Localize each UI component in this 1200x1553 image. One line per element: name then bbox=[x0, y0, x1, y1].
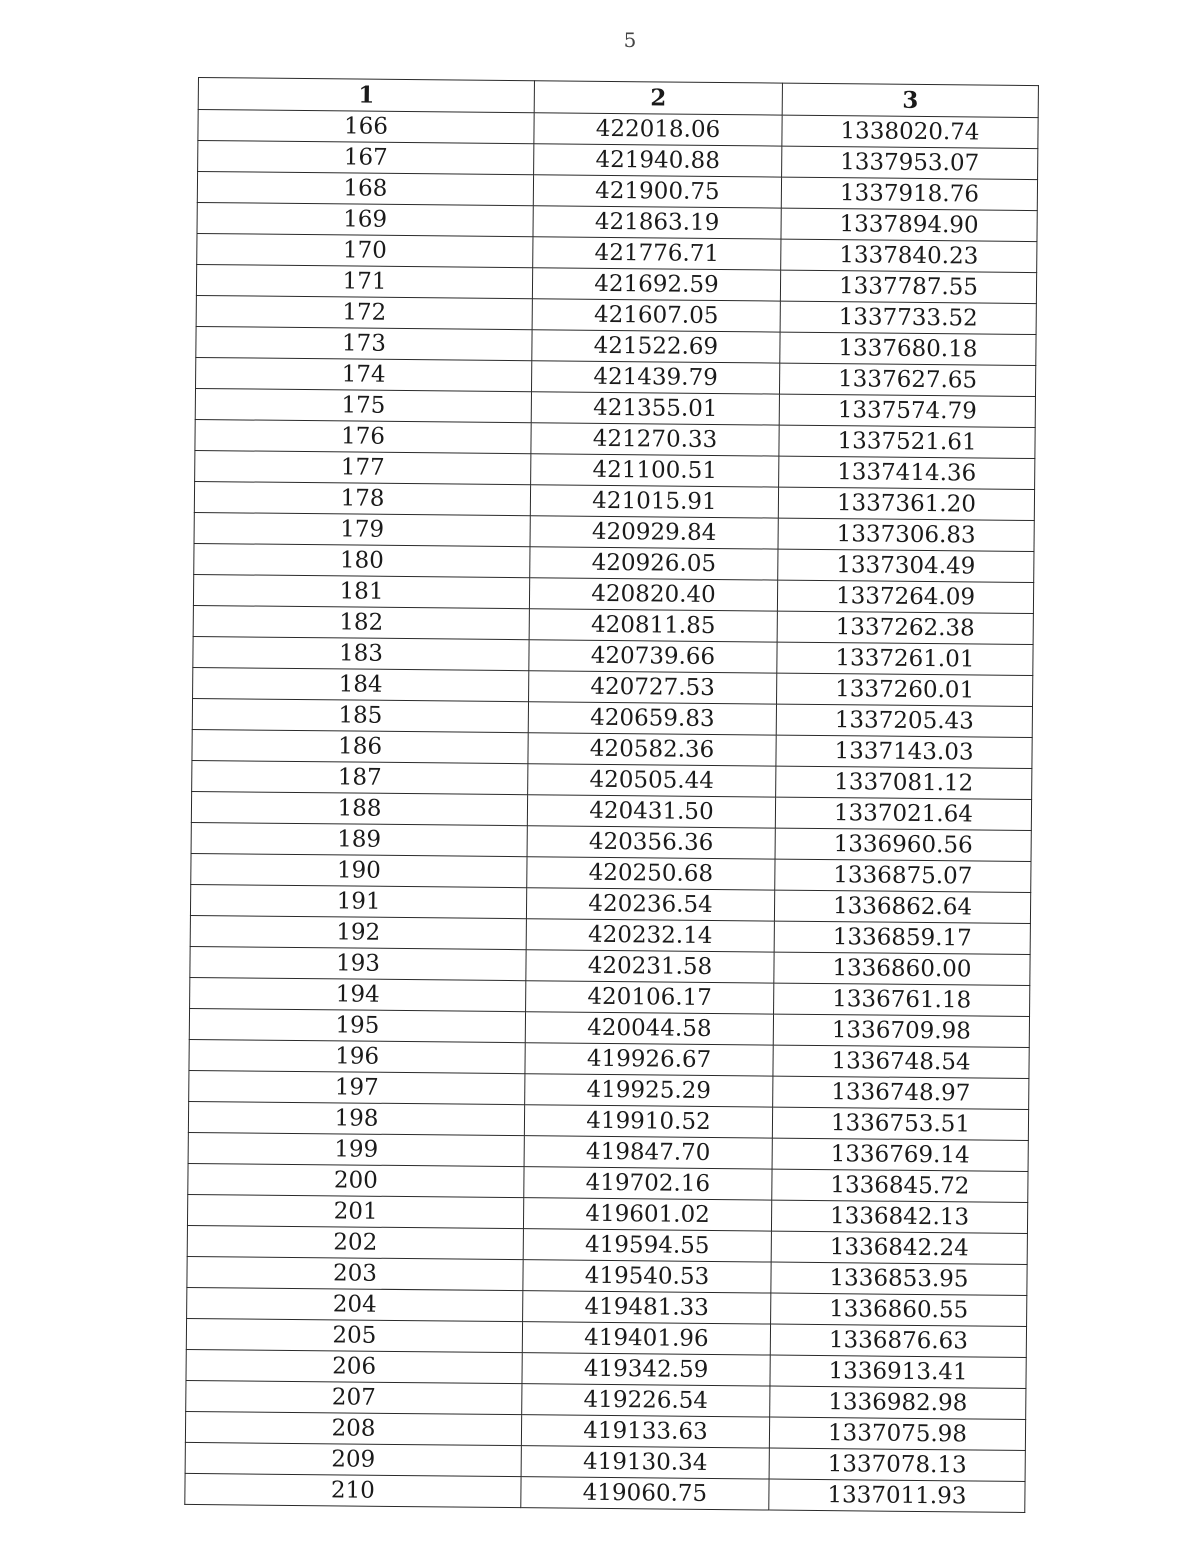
coordinate-y-cell: 1337414.36 bbox=[779, 456, 1035, 489]
coordinate-y-cell: 1336748.97 bbox=[773, 1076, 1029, 1109]
coordinate-x-cell: 420231.58 bbox=[526, 950, 774, 983]
point-number-cell: 208 bbox=[185, 1411, 521, 1445]
coordinate-y-cell: 1337304.49 bbox=[778, 549, 1034, 582]
coordinate-y-cell: 1337078.13 bbox=[769, 1448, 1025, 1481]
point-number-cell: 190 bbox=[191, 853, 527, 887]
coordinate-x-cell: 419702.16 bbox=[524, 1167, 772, 1200]
table-body bbox=[185, 110, 1038, 1513]
coordinate-x-cell: 421776.71 bbox=[533, 237, 781, 270]
coordinate-y-cell: 1337205.43 bbox=[776, 704, 1032, 737]
column-header-1: 1 bbox=[198, 78, 534, 113]
coordinate-y-cell: 1336842.24 bbox=[771, 1231, 1027, 1264]
point-number-cell: 180 bbox=[194, 543, 530, 577]
coordinate-x-cell: 421439.79 bbox=[531, 361, 779, 394]
coordinate-x-cell: 420582.36 bbox=[528, 733, 776, 766]
coordinate-y-cell: 1337680.18 bbox=[780, 332, 1036, 365]
coordinate-x-cell: 419601.02 bbox=[523, 1198, 771, 1231]
point-number-cell: 209 bbox=[185, 1442, 521, 1476]
point-number-cell: 188 bbox=[191, 791, 527, 825]
coordinate-x-cell: 420929.84 bbox=[530, 516, 778, 549]
coordinate-y-cell: 1336845.72 bbox=[772, 1169, 1028, 1202]
coordinate-y-cell: 1336875.07 bbox=[775, 859, 1031, 892]
point-number-cell: 204 bbox=[187, 1287, 523, 1321]
point-number-cell: 189 bbox=[191, 822, 527, 856]
point-number-cell: 175 bbox=[195, 388, 531, 422]
point-number-cell: 196 bbox=[189, 1039, 525, 1073]
coordinate-y-cell: 1336960.56 bbox=[775, 828, 1031, 861]
coordinate-x-cell: 421863.19 bbox=[533, 206, 781, 239]
coordinate-y-cell: 1337361.20 bbox=[778, 487, 1034, 520]
coordinate-x-cell: 419060.75 bbox=[521, 1477, 769, 1510]
point-number-cell: 202 bbox=[187, 1225, 523, 1259]
coordinate-x-cell: 419847.70 bbox=[524, 1136, 772, 1169]
page-number: 5 bbox=[623, 28, 637, 52]
point-number-cell: 167 bbox=[198, 141, 534, 175]
coordinate-y-cell: 1336913.41 bbox=[770, 1355, 1026, 1388]
coordinate-y-cell: 1337306.83 bbox=[778, 518, 1034, 551]
coordinate-y-cell: 1336860.55 bbox=[771, 1293, 1027, 1326]
coordinate-y-cell: 1337264.09 bbox=[777, 580, 1033, 613]
point-number-cell: 205 bbox=[186, 1318, 522, 1352]
point-number-cell: 179 bbox=[194, 512, 530, 546]
coordinate-x-cell: 422018.06 bbox=[534, 113, 782, 146]
coordinate-y-cell: 1337262.38 bbox=[777, 611, 1033, 644]
column-header-3: 3 bbox=[782, 83, 1038, 117]
point-number-cell: 185 bbox=[192, 698, 528, 732]
coordinate-x-cell: 420250.68 bbox=[527, 857, 775, 890]
coordinate-x-cell: 420236.54 bbox=[526, 888, 774, 921]
coordinate-x-cell: 419481.33 bbox=[523, 1291, 771, 1324]
coordinate-y-cell: 1337918.76 bbox=[781, 177, 1037, 210]
coordinate-y-cell: 1337840.23 bbox=[781, 239, 1037, 272]
column-header-2: 2 bbox=[534, 81, 782, 115]
coordinate-y-cell: 1337894.90 bbox=[781, 208, 1037, 241]
coordinate-x-cell: 420106.17 bbox=[526, 981, 774, 1014]
coordinate-x-cell: 421015.91 bbox=[530, 485, 778, 518]
coordinate-x-cell: 421270.33 bbox=[531, 423, 779, 456]
coordinate-y-cell: 1337521.61 bbox=[779, 425, 1035, 458]
point-number-cell: 191 bbox=[190, 884, 526, 918]
coordinates-table bbox=[184, 77, 1039, 1513]
point-number-cell: 176 bbox=[195, 419, 531, 453]
point-number-cell: 182 bbox=[193, 605, 529, 639]
coordinate-x-cell: 419926.67 bbox=[525, 1043, 773, 1076]
point-number-cell: 192 bbox=[190, 915, 526, 949]
point-number-cell: 193 bbox=[190, 946, 526, 980]
coordinate-y-cell: 1338020.74 bbox=[782, 115, 1038, 148]
coordinate-x-cell: 420659.83 bbox=[528, 702, 776, 735]
coordinate-y-cell: 1336842.13 bbox=[771, 1200, 1027, 1233]
coordinate-x-cell: 419342.59 bbox=[522, 1353, 770, 1386]
coordinates-table-container bbox=[184, 77, 1038, 1513]
coordinate-y-cell: 1336748.54 bbox=[773, 1045, 1029, 1078]
point-number-cell: 198 bbox=[188, 1101, 524, 1135]
coordinate-y-cell: 1337733.52 bbox=[780, 301, 1036, 334]
coordinate-x-cell: 420820.40 bbox=[529, 578, 777, 611]
coordinate-y-cell: 1337261.01 bbox=[777, 642, 1033, 675]
point-number-cell: 177 bbox=[195, 450, 531, 484]
coordinate-x-cell: 421522.69 bbox=[532, 330, 780, 363]
point-number-cell: 199 bbox=[188, 1132, 524, 1166]
coordinate-x-cell: 420505.44 bbox=[528, 764, 776, 797]
coordinate-y-cell: 1336860.00 bbox=[774, 952, 1030, 985]
point-number-cell: 168 bbox=[197, 172, 533, 206]
point-number-cell: 184 bbox=[193, 667, 529, 701]
point-number-cell: 178 bbox=[194, 481, 530, 515]
coordinate-x-cell: 420356.36 bbox=[527, 826, 775, 859]
point-number-cell: 195 bbox=[189, 1008, 525, 1042]
point-number-cell: 210 bbox=[185, 1473, 521, 1507]
coordinate-y-cell: 1337787.55 bbox=[780, 270, 1036, 303]
point-number-cell: 181 bbox=[193, 574, 529, 608]
coordinate-y-cell: 1336753.51 bbox=[772, 1107, 1028, 1140]
coordinate-y-cell: 1337953.07 bbox=[782, 146, 1038, 179]
coordinate-y-cell: 1336853.95 bbox=[771, 1262, 1027, 1295]
coordinate-y-cell: 1336709.98 bbox=[773, 1014, 1029, 1047]
coordinate-x-cell: 419910.52 bbox=[524, 1105, 772, 1138]
coordinate-x-cell: 419133.63 bbox=[521, 1415, 769, 1448]
coordinate-x-cell: 420431.50 bbox=[527, 795, 775, 828]
coordinate-x-cell: 419925.29 bbox=[525, 1074, 773, 1107]
point-number-cell: 166 bbox=[198, 110, 534, 144]
coordinate-y-cell: 1336982.98 bbox=[770, 1386, 1026, 1419]
coordinate-x-cell: 420811.85 bbox=[529, 609, 777, 642]
point-number-cell: 197 bbox=[189, 1070, 525, 1104]
coordinate-x-cell: 420926.05 bbox=[530, 547, 778, 580]
coordinate-x-cell: 420232.14 bbox=[526, 919, 774, 952]
coordinate-x-cell: 421607.05 bbox=[532, 299, 780, 332]
coordinate-x-cell: 420727.53 bbox=[529, 671, 777, 704]
coordinate-x-cell: 420044.58 bbox=[525, 1012, 773, 1045]
point-number-cell: 206 bbox=[186, 1349, 522, 1383]
point-number-cell: 187 bbox=[192, 760, 528, 794]
coordinate-y-cell: 1336859.17 bbox=[774, 921, 1030, 954]
coordinate-y-cell: 1337011.93 bbox=[769, 1479, 1025, 1512]
point-number-cell: 183 bbox=[193, 636, 529, 670]
coordinate-y-cell: 1337627.65 bbox=[779, 363, 1035, 396]
point-number-cell: 203 bbox=[187, 1256, 523, 1290]
point-number-cell: 207 bbox=[186, 1380, 522, 1414]
coordinate-y-cell: 1337574.79 bbox=[779, 394, 1035, 427]
coordinate-x-cell: 421355.01 bbox=[531, 392, 779, 425]
coordinate-x-cell: 419401.96 bbox=[522, 1322, 770, 1355]
coordinate-x-cell: 421900.75 bbox=[533, 175, 781, 208]
coordinate-y-cell: 1336761.18 bbox=[774, 983, 1030, 1016]
coordinate-y-cell: 1336876.63 bbox=[770, 1324, 1026, 1357]
coordinate-x-cell: 419540.53 bbox=[523, 1260, 771, 1293]
point-number-cell: 172 bbox=[196, 295, 532, 329]
coordinate-y-cell: 1337081.12 bbox=[776, 766, 1032, 799]
coordinate-y-cell: 1337075.98 bbox=[769, 1417, 1025, 1450]
coordinate-y-cell: 1336769.14 bbox=[772, 1138, 1028, 1171]
point-number-cell: 194 bbox=[190, 977, 526, 1011]
coordinate-y-cell: 1337021.64 bbox=[775, 797, 1031, 830]
coordinate-y-cell: 1336862.64 bbox=[774, 890, 1030, 923]
coordinate-x-cell: 419130.34 bbox=[521, 1446, 769, 1479]
coordinate-x-cell: 421100.51 bbox=[531, 454, 779, 487]
coordinate-x-cell: 420739.66 bbox=[529, 640, 777, 673]
point-number-cell: 200 bbox=[188, 1163, 524, 1197]
coordinate-x-cell: 419594.55 bbox=[523, 1229, 771, 1262]
point-number-cell: 201 bbox=[187, 1194, 523, 1228]
point-number-cell: 171 bbox=[196, 264, 532, 298]
coordinate-x-cell: 421692.59 bbox=[532, 268, 780, 301]
coordinate-x-cell: 421940.88 bbox=[534, 144, 782, 177]
point-number-cell: 186 bbox=[192, 729, 528, 763]
coordinate-y-cell: 1337260.01 bbox=[777, 673, 1033, 706]
coordinate-x-cell: 419226.54 bbox=[522, 1384, 770, 1417]
coordinate-y-cell: 1337143.03 bbox=[776, 735, 1032, 768]
point-number-cell: 174 bbox=[196, 357, 532, 391]
point-number-cell: 173 bbox=[196, 326, 532, 360]
point-number-cell: 169 bbox=[197, 202, 533, 236]
point-number-cell: 170 bbox=[197, 233, 533, 267]
